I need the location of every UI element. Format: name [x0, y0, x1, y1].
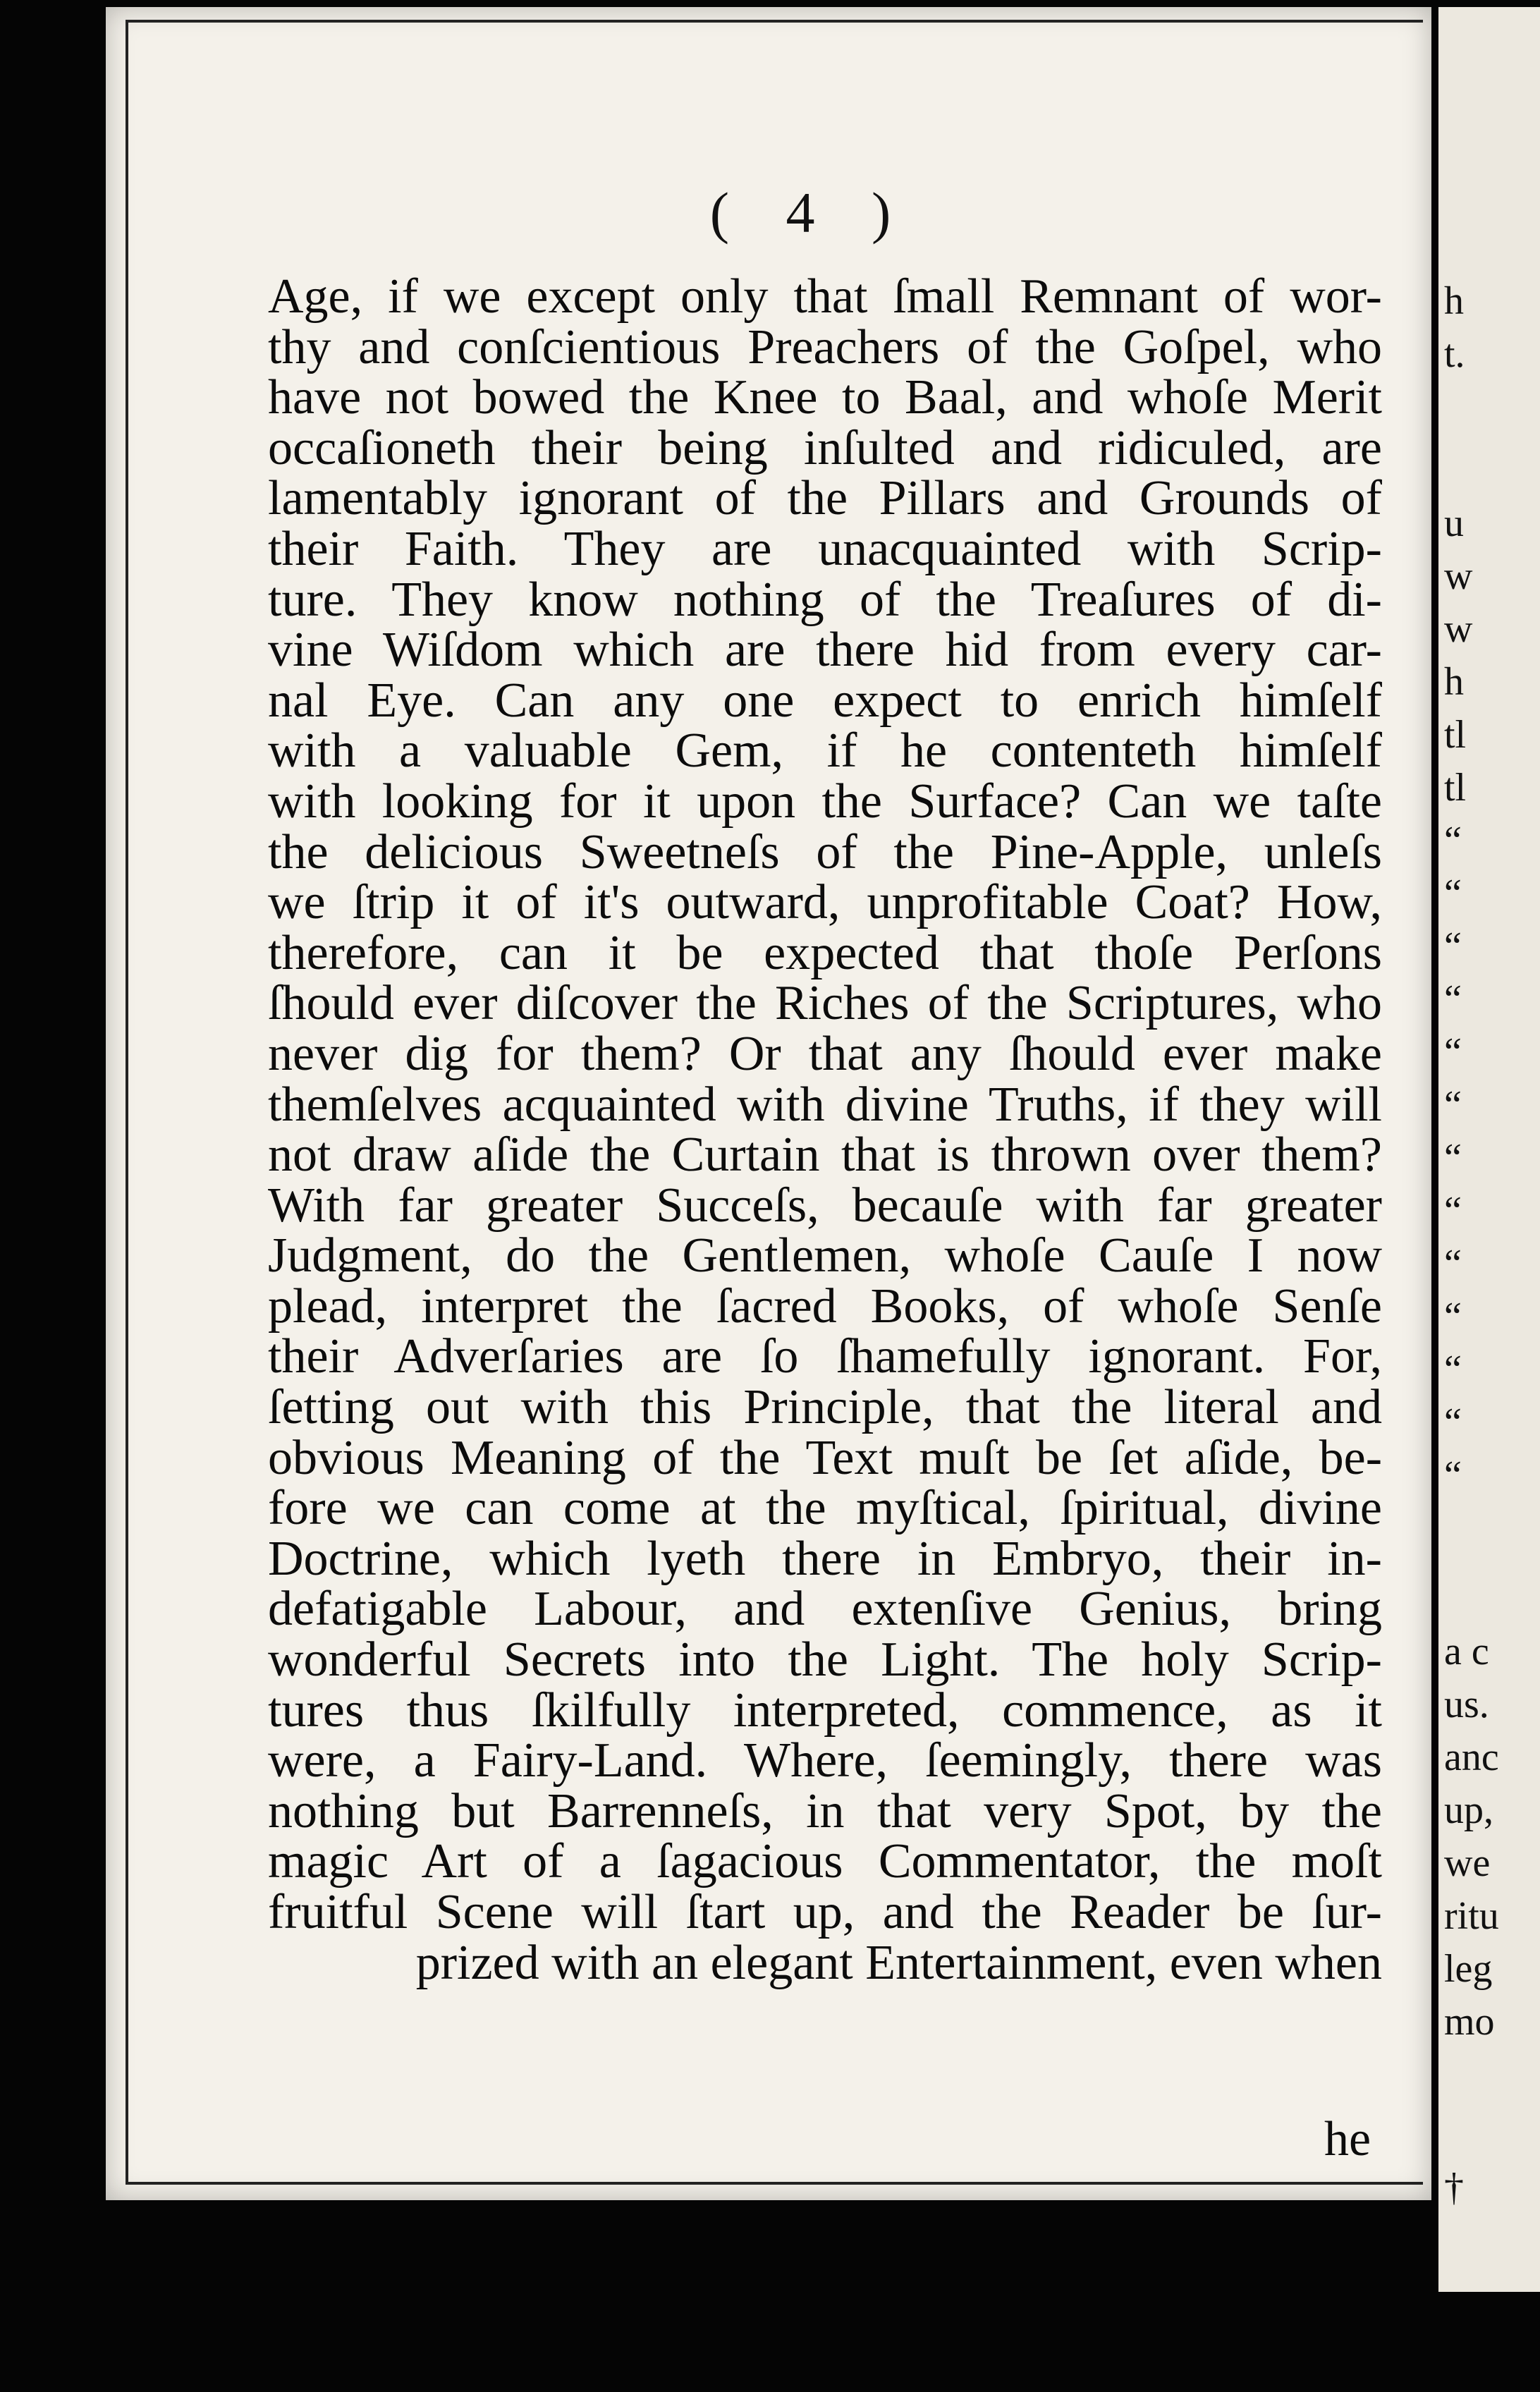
adjacent-page-text-fragment: h [1444, 279, 1464, 323]
adjacent-page-text-fragment: up, [1444, 1788, 1493, 1832]
text-line: not draw aſide the Curtain that is thrown over them? [268, 1128, 1382, 1183]
text-line: have not bowed the Knee to Baal, and whoſe Merit [268, 370, 1382, 425]
adjacent-page-text-fragment: mo [1444, 2000, 1495, 2044]
text-line: Age, if we except only that ſmall Remnant of wor- [268, 269, 1382, 324]
text-line: magic Art of a ſagacious Commentator, the moſt [268, 1834, 1382, 1889]
text-line: the delicious Sweetneſs of the Pine-Apple, unleſs [268, 824, 1382, 879]
page-number-header: ( 4 ) [709, 181, 912, 245]
adjacent-page-text-fragment: “ [1444, 1030, 1462, 1074]
adjacent-page-text-fragment: we [1444, 1841, 1491, 1885]
adjacent-page-text-fragment: “ [1444, 1083, 1462, 1127]
text-line: ſetting out with this Principle, that the literal and [268, 1380, 1382, 1435]
adjacent-page-text-fragment: us. [1444, 1683, 1489, 1726]
text-line: nal Eye. Can any one expect to enrich himſelf [268, 673, 1382, 728]
adjacent-page-text-fragment: anc [1444, 1735, 1499, 1779]
adjacent-page-text-fragment: w [1444, 554, 1473, 598]
text-line: with a valuable Gem, if he contenteth himſelf [268, 724, 1382, 779]
text-line: fore we can come at the myſtical, ſpiritual, divine [268, 1481, 1382, 1536]
text-line: fruitful Scene will ſtart up, and the Reader be ſur- [268, 1885, 1382, 1939]
text-line: we ſtrip it of it's outward, unprofitable Coat? How, [268, 875, 1382, 930]
text-line: never dig for them? Or that any ſhould ever make [268, 1026, 1382, 1081]
adjacent-page-text-fragment: ritu [1444, 1894, 1499, 1938]
text-line: Judgment, do the Gentlemen, whoſe Cauſe I now [268, 1228, 1382, 1283]
body-text [268, 271, 1382, 1988]
adjacent-page-text-fragment: “ [1444, 819, 1462, 862]
adjacent-page-text-fragment: † [1444, 2166, 1464, 2209]
text-line: With far greater Succeſs, becauſe with far greater [268, 1178, 1382, 1233]
adjacent-page-text-fragment: “ [1444, 1453, 1462, 1497]
text-line: nothing but Barrenneſs, in that very Spot, by the [268, 1783, 1382, 1838]
adjacent-page-text-fragment: w [1444, 607, 1473, 651]
text-line: occaſioneth their being inſulted and ridiculed, are [268, 420, 1382, 475]
text-line: plead, interpret the ſacred Books, of whoſe Senſe [268, 1279, 1382, 1334]
text-line: were, a Fairy-Land. Where, ſeemingly, there was [268, 1733, 1382, 1788]
text-line: ture. They know nothing of the Treaſures of di- [268, 572, 1382, 627]
text-line: their Faith. They are unacquainted with Scrip- [268, 521, 1382, 576]
adjacent-page-fragment [1438, 7, 1540, 2292]
text-line: therefore, can it be expected that thoſe Perſons [268, 925, 1382, 980]
adjacent-page-text-fragment: “ [1444, 1401, 1462, 1444]
text-line: with looking for it upon the Surface? Can we taſte [268, 774, 1382, 829]
adjacent-page-text-fragment: “ [1444, 872, 1462, 915]
adjacent-page-text-fragment: tl [1444, 766, 1467, 810]
text-line: obvious Meaning of the Text muſt be ſet aſide, be- [268, 1430, 1382, 1485]
text-line: lamentably ignorant of the Pillars and Grounds of [268, 471, 1382, 526]
adjacent-page-text-fragment: u [1444, 501, 1464, 545]
adjacent-page-text-fragment: “ [1444, 1348, 1462, 1391]
adjacent-page-text-fragment: tl [1444, 713, 1467, 757]
catchword: he [1324, 2112, 1371, 2166]
text-line: ſhould ever diſcover the Riches of the Scriptures, who [268, 976, 1382, 1031]
text-line: themſelves acquainted with divine Truths, if they will [268, 1077, 1382, 1132]
adjacent-page-text-fragment: h [1444, 660, 1464, 704]
adjacent-page-text-fragment: “ [1444, 1242, 1462, 1286]
adjacent-page-text-fragment: “ [1444, 1295, 1462, 1338]
text-line: Doctrine, which lyeth there in Embryo, their in- [268, 1531, 1382, 1586]
adjacent-page-text-fragment: “ [1444, 1136, 1462, 1180]
text-line: prized with an elegant Entertainment, even when [415, 1935, 1382, 1990]
adjacent-page-text-fragment: “ [1444, 925, 1462, 968]
text-line: defatigable Labour, and extenſive Genius, bring [268, 1582, 1382, 1637]
adjacent-page-text-fragment: t. [1444, 332, 1465, 376]
text-line: their Adverſaries are ſo ſhamefully ignorant. For, [268, 1329, 1382, 1384]
text-line: vine Wiſdom which are there hid from every car- [268, 623, 1382, 678]
text-line: thy and conſcientious Preachers of the Goſpel, who [268, 319, 1382, 374]
text-line: tures thus ſkilfully interpreted, commence, as it [268, 1683, 1382, 1738]
adjacent-page-text-fragment: “ [1444, 977, 1462, 1021]
adjacent-page-text-fragment: leg [1444, 1947, 1493, 1991]
text-line: wonderful Secrets into the Light. The holy Scrip- [268, 1633, 1382, 1688]
adjacent-page-text-fragment: “ [1444, 1189, 1462, 1233]
adjacent-page-text-fragment: a c [1444, 1630, 1489, 1673]
